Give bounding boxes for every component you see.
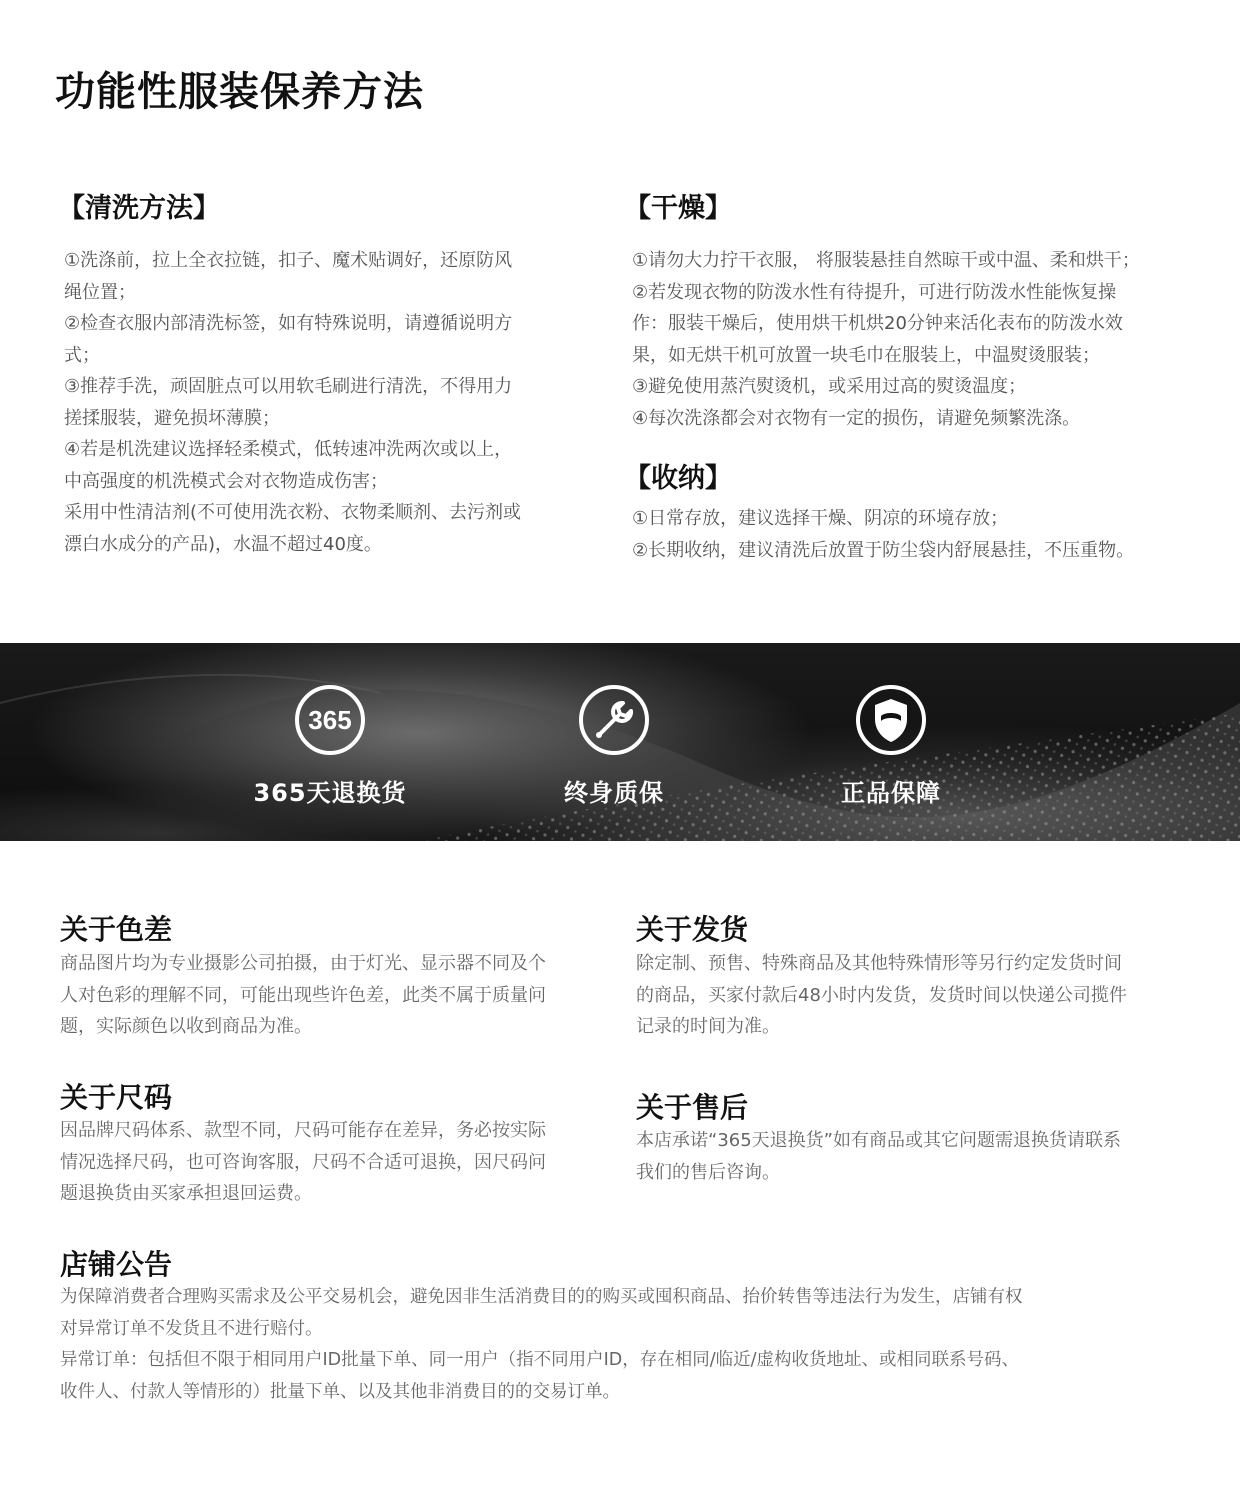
washing-line: ④若是机洗建议选择轻柔模式，低转速冲洗两次或以上，: [64, 439, 513, 460]
sizing-line: 题退换货由买家承担退回运费。: [60, 1183, 312, 1204]
washing-line: ②检查衣服内部清洗标签，如有特殊说明，请遵循说明方: [64, 313, 513, 334]
wrench-icon: [577, 683, 651, 757]
shipping-body: [636, 948, 1127, 1043]
color-diff-line: 商品图片均为专业摄影公司拍摄，由于灯光、显示器不同及个: [60, 953, 546, 974]
drying-body: [632, 245, 1140, 434]
washing-line: 采用中性清洁剂(不可使用洗衣粉、衣物柔顺剂、去污剂或: [64, 502, 522, 523]
page-title: 功能性服装保养方法: [55, 69, 424, 115]
after-sales-line: 我们的售后咨询。: [636, 1161, 780, 1183]
drying-line: ③避免使用蒸汽熨烫机，或采用过高的熨烫温度；: [632, 376, 1027, 397]
washing-line: ③推荐手洗，顽固脏点可以用软毛刷进行清洗，不得用力: [64, 376, 513, 397]
feature-label: 365天退换货: [253, 779, 407, 807]
washing-line: 中高强度的机洗模式会对衣物造成伤害；: [64, 470, 388, 492]
drying-line: ④每次洗涤都会对衣物有一定的损伤，请避免频繁洗涤。: [632, 407, 1081, 429]
washing-line: 漂白水成分的产品)，水温不超过40度。: [64, 533, 382, 555]
shipping-line: 的商品，买家付款后48小时内发货，发货时间以快递公司揽件: [636, 984, 1127, 1006]
sizing-heading: 关于尺码: [60, 1081, 173, 1114]
shipping-heading: 关于发货: [636, 913, 749, 946]
storage-heading: 【收纳】: [624, 463, 732, 494]
washing-line: 式；: [64, 344, 100, 366]
365-badge-icon: [293, 683, 367, 757]
notice-heading: 店铺公告: [60, 1248, 173, 1281]
after-sales-body: [636, 1125, 1121, 1188]
storage-line: ②长期收纳，建议清洗后放置于防尘袋内舒展悬挂，不压重物。: [632, 539, 1135, 561]
color-diff-body: [60, 948, 546, 1043]
notice-line: 为保障消费者合理购买需求及公平交易机会，避免因非生活消费目的的购买或囤积商品、抬价转售等违法行为发生，店铺有权: [60, 1287, 1023, 1307]
after-sales-heading: 关于售后: [636, 1091, 749, 1124]
sizing-line: 因品牌尺码体系、款型不同，尺码可能存在差异，务必按实际: [60, 1120, 546, 1141]
sizing-line: 情况选择尺码，也可咨询客服，尺码不合适可退换，因尺码问: [60, 1151, 546, 1173]
shipping-line: 除定制、预售、特殊商品及其他特殊情形等另行约定发货时间: [636, 953, 1122, 974]
storage-line: ①日常存放，建议选择干燥、阴凉的环境存放；: [632, 508, 1009, 529]
after-sales-line: 本店承诺“365天退换货”如有商品或其它问题需退换货请联系: [636, 1130, 1122, 1151]
feature-label: 终身质保: [564, 779, 664, 807]
drying-line: 果，如无烘干机可放置一块毛巾在服装上，中温熨烫服装；: [632, 344, 1100, 366]
washing-line: 搓揉服装，避免损坏薄膜；: [64, 407, 280, 429]
drying-line: ②若发现衣物的防泼水性有待提升，可进行防泼水性能恢复操: [632, 281, 1117, 303]
shipping-line: 记录的时间为准。: [636, 1016, 780, 1037]
notice-body: [60, 1282, 1023, 1408]
feature-label: 正品保障: [841, 779, 941, 807]
color-diff-line: 人对色彩的理解不同，可能出现些许色差，此类不属于质量问: [60, 984, 546, 1006]
washing-line: 绳位置；: [64, 281, 136, 303]
drying-heading: 【干燥】: [624, 193, 732, 224]
color-diff-line: 题，实际颜色以收到商品为准。: [60, 1016, 312, 1037]
notice-line: 对异常订单不发货且不进行赔付。: [60, 1318, 323, 1339]
storage-body: [632, 503, 1134, 566]
color-diff-heading: 关于色差: [60, 913, 173, 946]
drying-line: 作：服装干燥后，使用烘干机烘20分钟来活化表布的防泼水效: [632, 313, 1123, 334]
washing-body: [64, 245, 521, 560]
service-banner: [0, 643, 1240, 841]
notice-line: 异常订单：包括但不限于相同用户ID批量下单、同一用户（指不同用户ID，存在相同/临近/虚构收货地址、或相同联系号码、: [60, 1350, 1020, 1370]
365-badge-text: 365: [308, 705, 352, 735]
sizing-body: [60, 1115, 546, 1210]
washing-heading: 【清洗方法】: [58, 193, 220, 224]
notice-line: 收件人、付款人等情形的）批量下单、以及其他非消费目的的交易订单。: [60, 1381, 620, 1402]
drying-line: ①请勿大力拧干衣服， 将服装悬挂自然晾干或中温、柔和烘干；: [632, 250, 1140, 271]
washing-line: ①洗涤前，拉上全衣拉链，扣子、魔术贴调好，还原防风: [64, 250, 513, 271]
shield-icon: [854, 683, 928, 757]
